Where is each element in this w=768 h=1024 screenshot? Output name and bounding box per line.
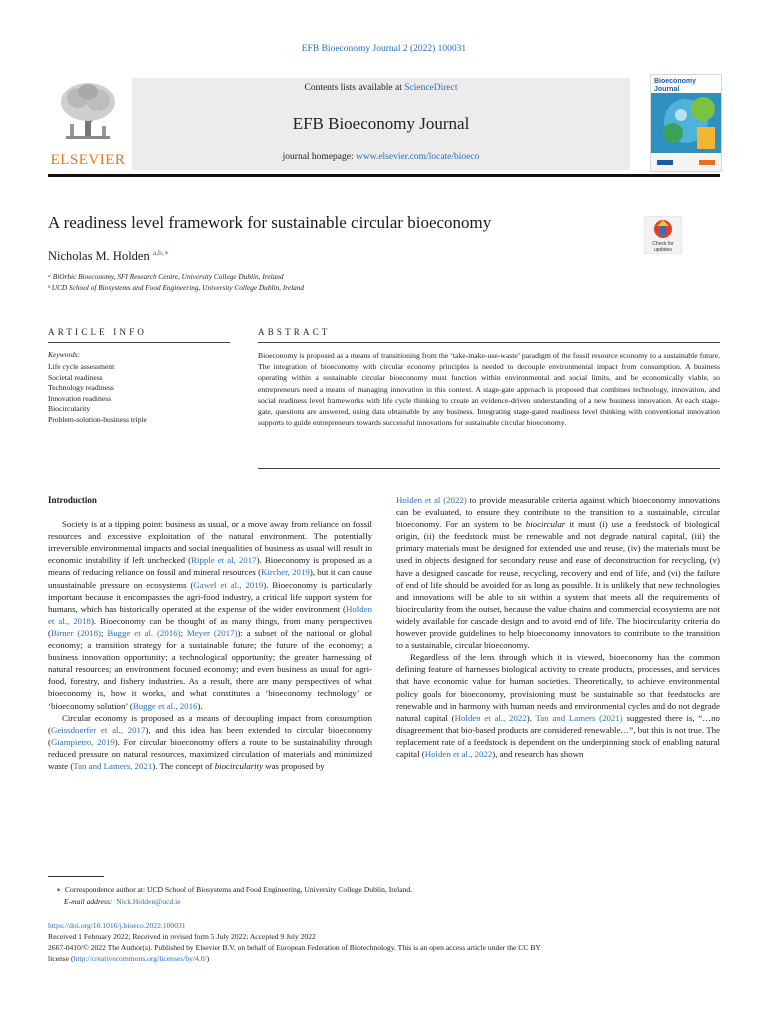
body-paragraph: Society is at a tipping point: business as usual, or a move away from reliance on fossil resources and excessive exploitation of the natural environment. The potentially irreversible environmental impacts and social inequalities of business as usual will result in economic instability if left unchecked (Ripple et al, 2017). Bioeconomy is proposed as a means of reducing reliance on fossil and mineral resources (Kircher, 2019), but it can cause unsustainable pressure on ecosystems (Gawel et al., 2019). Bioeconomy is particularly important because it encompasses the agri-food industry, a critical life support system for humans, which has historically operated at the expense of the wider environment (Holden et al., 2018). Bioeconomy can be thought of as many things, from many perspectives (Birner (2018); Bugge et al. (2016); Meyer (2017)): a subset of the national or global economy; a transition strategy for a sustainable future; the future of the economy; a business innovation opportunity; a technological opportunity; the greater harnessing of natural resources; an environment focused economy; and even business as usual for agri-food, forestry, and fishery industries. As a result, there are many perspectives of what bioeconomy is, how it works, and what constitutes a ‘bioeconomy technology’ or ‘bioeconomy solution’ (Bugge et al., 2016).	[48, 519, 373, 711]
doi-line	[48, 920, 720, 931]
abstract-text: Bioeconomy is proposed as a means of transitioning from the ‘take-make-use-waste’ paradigm of the fossil resource economy to a sustainable future. The integration of bioeconomy with circular economy principles is needed to decouple environmental impact from consumption. A business operating within a sustainable circular bioeconomy must function within environmental and social limits, and be economically viable, so entrepreneurs need a means of managing innovation in this context. A stage-gate approach is proposed that combines technology, innovation, and social readiness level frameworks with life cycle thinking to create an evidence-driven understanding of a new business innovation. At each stage-gate, questions are answered, using data obtainable by any business. Integrating stage-gated readiness level thinking with conventional innovation supports to guide entrepreneurs towards successful innovations for sustainable circular bioeconomy.	[258, 351, 720, 428]
body-column-left	[48, 494, 372, 772]
cover-artwork-icon	[651, 75, 721, 171]
abstract-rule	[258, 342, 720, 343]
email-link[interactable]: Nick.Holden@ucd.ie	[116, 897, 181, 906]
keywords-list	[48, 362, 147, 425]
body-paragraph: Regardless of the lens through which it is viewed, bioeconomy has the common defining feature of harnesses biological activity to create products, processes, and services that have economic value for human societies. Theoretically, to achieve environmental policy goals for bioeconomy, provisioning must be sustainable so that feedstocks are renewable and in harmony with human needs and environmental cycles and do not degrade natural capital (Holden et al., 2022). Tan and Lamers (2021) suggested there is, “…no disagreement that bio-based products are considered renewable…”, but this is not true. The replacement rate of a feedstock is dependent on the underpinning stock of enabling natural capital (Holden et al., 2022), and research has shown	[396, 652, 720, 759]
abstract-bottom-rule	[258, 468, 720, 469]
journal-citation-link[interactable]: EFB Bioeconomy Journal 2 (2022) 100031	[301, 44, 467, 54]
citation-link[interactable]: Meyer (2017)	[186, 627, 238, 638]
license-line-2: license (http://creativecommons.org/licenses/by/4.0/)	[48, 954, 210, 963]
elsevier-logo[interactable]	[48, 78, 128, 170]
introduction-heading: Introduction	[48, 495, 97, 505]
journal-cover-thumbnail[interactable]	[650, 74, 722, 172]
citation-link[interactable]: Holden et al (2022)	[396, 495, 467, 505]
citation-link[interactable]: Tan and Lamers, 2021	[73, 760, 153, 771]
masthead	[48, 78, 720, 170]
homepage-link[interactable]: www.elsevier.com/locate/bioeco	[355, 152, 480, 162]
check-for-updates-button[interactable]	[644, 216, 682, 254]
correspondence-note: ∗ Correspondence author at: UCD School of Biosystems and Food Engineering, University College Dublin, Ireland.	[56, 885, 413, 894]
citation-link[interactable]: Geissdoerfer et al., 2017	[50, 724, 146, 735]
keyword-item: Societal readiness	[48, 372, 103, 382]
abstract-heading: ABSTRACT	[258, 327, 331, 337]
body-paragraph: Holden et al (2022) to provide measurable criteria against which bioeconomy innovations can be evaluated, to ensure they contribute to the transition to a sustainable, circular bioeconomy. For an system to be biocircular it must (i) use a feedstock of biological origin, (ii) the feedstock must be renewable and not degrade natural capital, (iii) the primary materials must be designed for extended use and reuse, (iv) the materials must be used in objects designed for secondary reuse and ease of deconstruction for recycling, (v) have a designed cascade for reuse, recycling, recovery and end of life, and (vi) the failure of end of life should be avoided for as long as possible. It is unlikely that new technologies and innovations will be able to sit within a system that meets all the requirements of biocircularity from the outset, because the value chains and commercial ecosystems are not widely available for cascade design and to avoid end of life. The biocircularity criteria do however provide guidelines to help bioeconomy innovators to contribute to the transition to a sustainable, circular bioeconomy.	[396, 495, 721, 651]
citation-link[interactable]: Giampietro, 2019	[50, 736, 115, 747]
article-title: A readiness level framework for sustainable circular bioeconomy	[48, 213, 492, 232]
keyword-item: Innovation readiness	[48, 393, 112, 403]
crossmark-icon	[644, 216, 682, 254]
citation-link[interactable]: Tan and Lamers (2021)	[535, 712, 623, 723]
cover-title: Bioeconomy Journal	[654, 78, 697, 93]
body-column-right	[396, 494, 720, 760]
article-info-heading: ARTICLE INFO	[48, 327, 148, 337]
article-info-rule	[48, 342, 230, 343]
citation-link[interactable]: Holden et al., 2022	[454, 712, 527, 723]
sciencedirect-link[interactable]: ScienceDirect	[404, 83, 458, 93]
crossmark-line2: updates	[654, 247, 672, 253]
elsevier-tree-icon	[56, 80, 120, 142]
keyword-item: Problem-solution-business triple	[48, 414, 147, 424]
footnote-rule	[48, 876, 104, 877]
author-line	[48, 248, 169, 264]
doi-link[interactable]: https://doi.org/10.1016/j.bioeco.2022.100031	[48, 921, 186, 930]
keyword-item: Life cycle assessment	[48, 362, 115, 371]
keyword-item: Technology readiness	[48, 383, 114, 392]
journal-homepage: journal homepage: www.elsevier.com/locate/bioeco	[282, 152, 480, 162]
citation-link[interactable]: Bugge et al., 2016	[132, 700, 198, 711]
journal-banner	[132, 78, 630, 170]
citation-link[interactable]: Holden et al., 2022	[424, 748, 493, 759]
keywords-label: Keywords:	[48, 350, 81, 359]
author-name: Nicholas M. Holden	[48, 249, 150, 264]
contents-availability: Contents lists available at ScienceDirect	[304, 83, 458, 93]
affiliation-a: ᵃ BiOrbic Bioeconomy, SFI Research Centre, University College Dublin, Ireland	[48, 272, 284, 281]
keyword-item: Biocircularity	[48, 404, 91, 413]
body-paragraph: Circular economy is proposed as a means of decoupling impact from consumption (Geissdoerfer et al., 2017), and this idea has been extended to circular bioeconomy (Giampietro, 2019). For circular bioeconomy offers a route to be sustainability through reduced pressure on natural resources, maximized circulation of materials and minimized waste (Tan and Lamers, 2021). The concept of biocircularity was proposed by	[48, 712, 373, 771]
citation-link[interactable]: Bugge et al. (2016)	[107, 627, 181, 638]
citation-link[interactable]: Gawel et al., 2019	[193, 579, 264, 590]
license-line-1: 2667-0410/© 2022 The Author(s). Published by Elsevier B.V. on behalf of European Federation of Biotechnology. This is an open access article under the CC BY	[48, 943, 541, 952]
citation-link[interactable]: Kircher, 2019	[261, 567, 310, 578]
crossmark-line1: Check for	[652, 241, 674, 247]
masthead-rule	[48, 174, 720, 177]
email-note: E-mail address: Nick.Holden@ucd.ie	[64, 897, 181, 906]
citation-link[interactable]: Holden et al., 2018	[48, 603, 372, 626]
affiliation-b: ᵇ UCD School of Biosystems and Food Engineering, University College Dublin, Ireland	[48, 283, 305, 292]
citation-link[interactable]: Birner (2018)	[50, 627, 101, 638]
received-dates: Received 1 February 2022; Received in revised form 5 July 2022; Accepted 9 July 2022	[48, 932, 316, 941]
license-link[interactable]: http://creativecommons.org/licenses/by/4.0/	[73, 954, 207, 963]
citation-link[interactable]: Ripple et al, 2017	[191, 555, 257, 566]
author-affiliation-marks[interactable]: a,b,∗	[152, 248, 169, 257]
publisher-name: ELSEVIER	[50, 152, 126, 168]
journal-title: EFB Bioeconomy Journal	[292, 114, 470, 133]
